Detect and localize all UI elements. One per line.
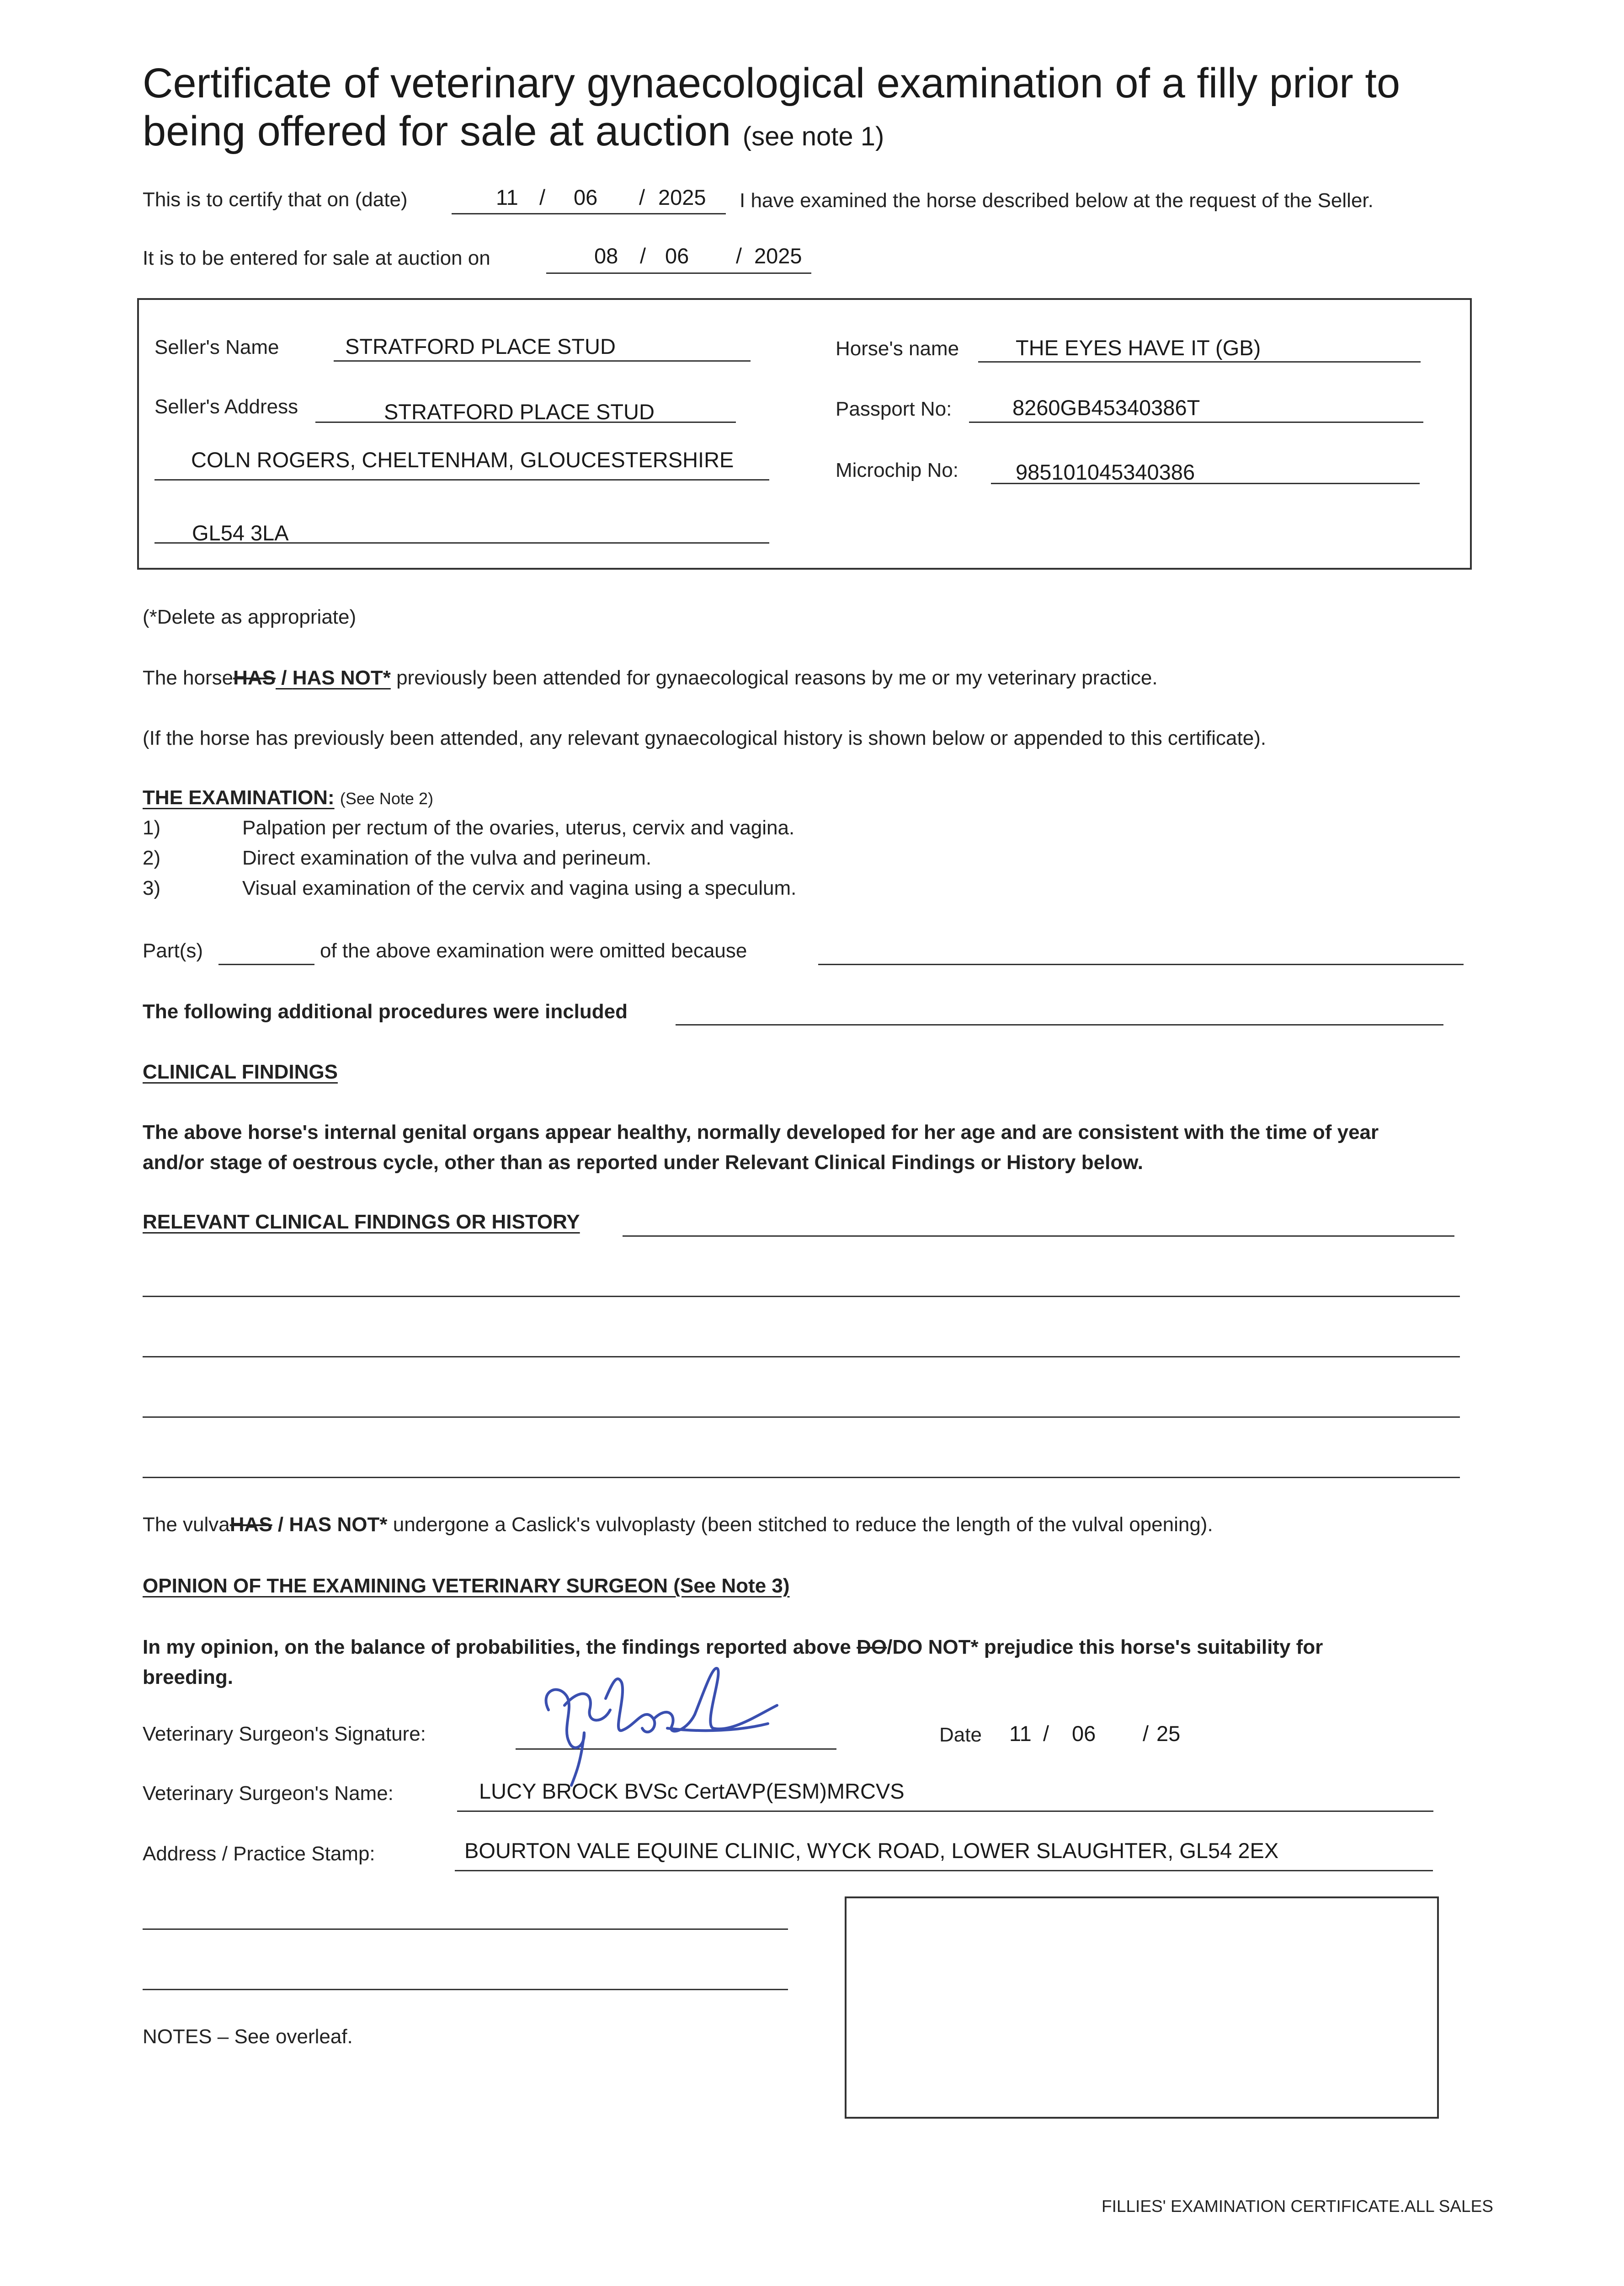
vet-date-sep1: / xyxy=(1043,1721,1049,1746)
footer-certificate-label: FILLIES' EXAMINATION CERTIFICATE.ALL SALES xyxy=(1102,2197,1493,2216)
vulva-slash: / xyxy=(272,1513,289,1536)
passport-number: 8260GB45340386T xyxy=(1012,395,1200,420)
exam-item-3-text: Visual examination of the cervix and vagina using a speculum. xyxy=(242,877,797,899)
sale-day: 08 xyxy=(594,244,618,268)
relevant-findings-heading: RELEVANT CLINICAL FINDINGS OR HISTORY xyxy=(143,1211,580,1233)
vulva-has-struck: HAS xyxy=(229,1513,272,1536)
opinion-do-struck: DO xyxy=(857,1636,887,1658)
practice-address-label: Address / Practice Stamp: xyxy=(143,1843,375,1865)
vet-date-label: Date xyxy=(939,1724,982,1746)
title-line2-text: being offered for sale at auction xyxy=(143,108,731,155)
history-note: (If the horse has previously been attended, any relevant gynaecological history is shown below or appended to this certificate). xyxy=(143,727,1267,749)
passport-label: Passport No: xyxy=(836,398,952,420)
seller-address-line2: COLN ROGERS, CHELTENHAM, GLOUCESTERSHIRE xyxy=(191,448,734,472)
vet-date-year: 25 xyxy=(1156,1721,1181,1746)
horse-name-label: Horse's name xyxy=(836,337,959,360)
sale-prefix: It is to be entered for sale at auction on xyxy=(143,247,490,269)
sale-month: 06 xyxy=(665,244,689,268)
omitted-parts-label: Part(s) xyxy=(143,940,203,962)
examination-heading-text: THE EXAMINATION: xyxy=(143,786,335,809)
omitted-middle: of the above examination were omitted because xyxy=(320,940,747,962)
vet-name: LUCY BROCK BVSc CertAVP(ESM)MRCVS xyxy=(479,1779,905,1803)
vet-date-day: 11 xyxy=(1009,1721,1032,1746)
certify-sep1: / xyxy=(539,185,546,209)
vulva-has-not: HAS NOT* xyxy=(289,1513,388,1536)
signature-label: Veterinary Surgeon's Signature: xyxy=(143,1723,426,1745)
vulva-prefix: The vulva xyxy=(143,1513,230,1536)
seller-address-line1: STRATFORD PLACE STUD xyxy=(384,400,655,424)
exam-item-1-text: Palpation per rectum of the ovaries, uterus, cervix and vagina. xyxy=(242,817,795,839)
certify-suffix: I have examined the horse described below at the request of the Seller. xyxy=(740,189,1374,212)
sale-sep2: / xyxy=(736,244,742,268)
sale-sep1: / xyxy=(640,244,646,268)
exam-item-2-num: 2) xyxy=(143,847,161,869)
clinical-findings-heading: CLINICAL FINDINGS xyxy=(143,1061,338,1083)
attended-has-not: HAS NOT* xyxy=(292,667,391,689)
seller-address-line3: GL54 3LA xyxy=(192,521,289,541)
certify-prefix: This is to certify that on (date) xyxy=(143,188,408,211)
handwritten-signature xyxy=(530,1655,786,1792)
clinical-statement-line2: and/or stage of oestrous cycle, other than as reported under Relevant Clinical Findings or History below. xyxy=(143,1151,1144,1174)
vet-date-sep2: / xyxy=(1143,1721,1149,1746)
vulva-statement xyxy=(143,1513,1213,1536)
certify-sep2: / xyxy=(639,185,645,209)
additional-procedures-label: The following additional procedures were included xyxy=(143,1000,628,1023)
practice-address: BOURTON VALE EQUINE CLINIC, WYCK ROAD, LOWER SLAUGHTER, GL54 2EX xyxy=(464,1838,1279,1863)
clinical-statement-line1: The above horse's internal genital organs appear healthy, normally developed for her age and are consistent with the time of year xyxy=(143,1121,1379,1143)
delete-note: (*Delete as appropriate) xyxy=(143,606,357,628)
certify-year: 2025 xyxy=(658,185,706,209)
attended-statement xyxy=(143,667,1158,689)
vulva-suffix: undergone a Caslick's vulvoplasty (been stitched to reduce the length of the vulval opening). xyxy=(393,1513,1213,1536)
sale-year: 2025 xyxy=(754,244,802,268)
document-title-line1: Certificate of veterinary gynaecological examination of a filly prior to xyxy=(143,60,1400,107)
certify-day: 11 xyxy=(496,185,518,209)
horse-name: THE EYES HAVE IT (GB) xyxy=(1016,336,1261,360)
seller-name: STRATFORD PLACE STUD xyxy=(345,334,616,358)
opinion-line1-suffix: /DO NOT* prejudice this horse's suitability for xyxy=(887,1636,1323,1658)
seller-horse-box xyxy=(137,298,1472,570)
practice-stamp-box xyxy=(845,1896,1439,2119)
attended-has-struck: HAS xyxy=(233,667,276,689)
exam-item-2-text: Direct examination of the vulva and perineum. xyxy=(242,847,652,869)
vet-date-month: 06 xyxy=(1072,1721,1096,1746)
microchip-number: 985101045340386 xyxy=(1016,460,1195,484)
attended-slash: / xyxy=(276,667,293,689)
opinion-heading: OPINION OF THE EXAMINING VETERINARY SURGEON (See Note 3) xyxy=(143,1575,790,1597)
seller-name-label: Seller's Name xyxy=(154,336,279,358)
certify-month: 06 xyxy=(574,185,598,209)
document-title-line2 xyxy=(143,107,884,155)
microchip-label: Microchip No: xyxy=(836,459,958,481)
title-note: (see note 1) xyxy=(742,122,884,151)
examination-heading-note: (See Note 2) xyxy=(340,789,433,808)
seller-address-label: Seller's Address xyxy=(154,395,298,418)
exam-item-1-num: 1) xyxy=(143,817,161,839)
attended-prefix: The horse xyxy=(143,667,234,689)
vet-name-label: Veterinary Surgeon's Name: xyxy=(143,1782,394,1805)
exam-item-3-num: 3) xyxy=(143,877,161,899)
opinion-line1-prefix: In my opinion, on the balance of probabilities, the findings reported above xyxy=(143,1636,851,1658)
examination-heading xyxy=(143,786,433,809)
notes-overleaf: NOTES – See overleaf. xyxy=(143,2025,353,2048)
attended-suffix: previously been attended for gynaecological reasons by me or my veterinary practice. xyxy=(396,667,1158,689)
opinion-line2: breeding. xyxy=(143,1666,234,1688)
